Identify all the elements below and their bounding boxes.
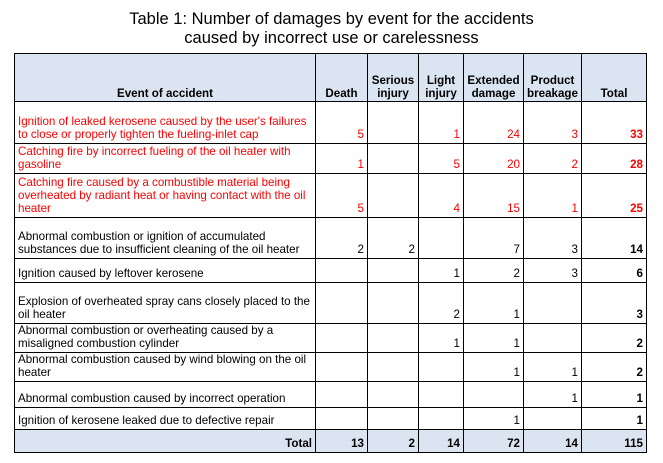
header-total: Total xyxy=(582,54,647,102)
totals-light: 14 xyxy=(419,430,464,453)
row-product: 3 xyxy=(524,259,582,283)
row-total: 25 xyxy=(582,174,647,218)
table-row xyxy=(15,283,647,324)
row-product: 1 xyxy=(524,382,582,408)
table-row xyxy=(15,408,647,430)
table-row xyxy=(15,259,647,283)
header-product-breakage xyxy=(524,54,582,102)
header-light-injury xyxy=(419,54,464,102)
table-header xyxy=(15,54,647,102)
table-row xyxy=(15,382,647,408)
header-serious-line2: injury xyxy=(377,87,409,100)
row-serious xyxy=(368,174,419,218)
row-death: 1 xyxy=(316,144,368,174)
row-serious xyxy=(368,324,419,353)
row-death xyxy=(316,382,368,408)
row-extended: 1 xyxy=(464,283,524,324)
caption-line-2: caused by incorrect use or carelessness xyxy=(184,29,479,47)
row-event: Ignition caused by leftover kerosene xyxy=(15,259,316,283)
row-event: Abnormal combustion caused by incorrect operation xyxy=(15,382,316,408)
row-serious xyxy=(368,102,419,144)
row-total: 14 xyxy=(582,218,647,259)
row-light xyxy=(419,353,464,382)
row-serious xyxy=(368,259,419,283)
row-light xyxy=(419,382,464,408)
row-total: 2 xyxy=(582,324,647,353)
header-light-line2: injury xyxy=(425,87,457,100)
row-total: 28 xyxy=(582,144,647,174)
row-product xyxy=(524,283,582,324)
row-event: Ignition of kerosene leaked due to defective repair xyxy=(15,408,316,430)
totals-serious: 2 xyxy=(368,430,419,453)
row-total: 2 xyxy=(582,353,647,382)
header-extended-line2: damage xyxy=(471,87,516,100)
totals-extended: 72 xyxy=(464,430,524,453)
row-total: 1 xyxy=(582,382,647,408)
row-serious xyxy=(368,408,419,430)
row-extended xyxy=(464,382,524,408)
row-serious: 2 xyxy=(368,218,419,259)
row-product xyxy=(524,324,582,353)
row-event: Catching fire by incorrect fueling of the oil heater with gasoline xyxy=(15,144,316,174)
header-extended-damage xyxy=(464,54,524,102)
row-death xyxy=(316,283,368,324)
row-product: 1 xyxy=(524,174,582,218)
row-death xyxy=(316,324,368,353)
header-serious-line1: Serious xyxy=(371,74,415,87)
table-row xyxy=(15,144,647,174)
row-serious xyxy=(368,144,419,174)
table-row xyxy=(15,102,647,144)
row-light xyxy=(419,408,464,430)
header-death: Death xyxy=(316,54,368,102)
row-light: 2 xyxy=(419,283,464,324)
row-event: Abnormal combustion or overheating caused by a misaligned combustion cylinder xyxy=(15,324,316,353)
row-event: Abnormal combustion or ignition of accumulated substances due to insufficient cleaning of the oil heater xyxy=(15,218,316,259)
row-serious xyxy=(368,353,419,382)
totals-death: 13 xyxy=(316,430,368,453)
totals-label: Total xyxy=(15,430,316,453)
row-serious xyxy=(368,382,419,408)
row-total: 33 xyxy=(582,102,647,144)
header-product-line2: breakage xyxy=(527,87,578,100)
header-serious-injury xyxy=(368,54,419,102)
row-event: Ignition of leaked kerosene caused by the user's failures to close or properly tighten the fueling-inlet cap xyxy=(15,102,316,144)
row-extended: 24 xyxy=(464,102,524,144)
damages-table xyxy=(14,53,647,453)
row-death: 5 xyxy=(316,174,368,218)
row-death xyxy=(316,408,368,430)
row-death: 2 xyxy=(316,218,368,259)
row-extended: 1 xyxy=(464,353,524,382)
row-total: 6 xyxy=(582,259,647,283)
row-extended: 1 xyxy=(464,408,524,430)
totals-product: 14 xyxy=(524,430,582,453)
row-death xyxy=(316,353,368,382)
row-extended: 7 xyxy=(464,218,524,259)
table-caption xyxy=(0,10,663,48)
row-extended: 1 xyxy=(464,324,524,353)
table-body xyxy=(15,102,647,453)
totals-total: 115 xyxy=(582,430,647,453)
table-row xyxy=(15,324,647,353)
table-row xyxy=(15,174,647,218)
row-product: 3 xyxy=(524,218,582,259)
row-light: 1 xyxy=(419,324,464,353)
row-serious xyxy=(368,283,419,324)
row-light: 5 xyxy=(419,144,464,174)
row-death xyxy=(316,259,368,283)
row-event: Abnormal combustion caused by wind blowing on the oil heater xyxy=(15,353,316,382)
row-total: 1 xyxy=(582,408,647,430)
row-product xyxy=(524,408,582,430)
row-product: 1 xyxy=(524,353,582,382)
row-extended: 2 xyxy=(464,259,524,283)
header-product-line1: Product xyxy=(530,74,575,87)
row-product: 2 xyxy=(524,144,582,174)
header-event: Event of accident xyxy=(15,54,316,102)
row-event: Explosion of overheated spray cans closely placed to the oil heater xyxy=(15,283,316,324)
totals-row xyxy=(15,430,647,453)
caption-line-1: Table 1: Number of damages by event for the accidents xyxy=(129,10,534,28)
table-row xyxy=(15,353,647,382)
row-death: 5 xyxy=(316,102,368,144)
row-light: 1 xyxy=(419,259,464,283)
row-event: Catching fire caused by a combustible material being overheated by radiant heat or having contact with the oil heater xyxy=(15,174,316,218)
row-product: 3 xyxy=(524,102,582,144)
row-light xyxy=(419,218,464,259)
row-extended: 20 xyxy=(464,144,524,174)
row-total: 3 xyxy=(582,283,647,324)
row-light: 4 xyxy=(419,174,464,218)
table-row xyxy=(15,218,647,259)
header-extended-line1: Extended xyxy=(467,74,520,87)
header-light-line1: Light xyxy=(426,74,456,87)
row-extended: 15 xyxy=(464,174,524,218)
row-light: 1 xyxy=(419,102,464,144)
